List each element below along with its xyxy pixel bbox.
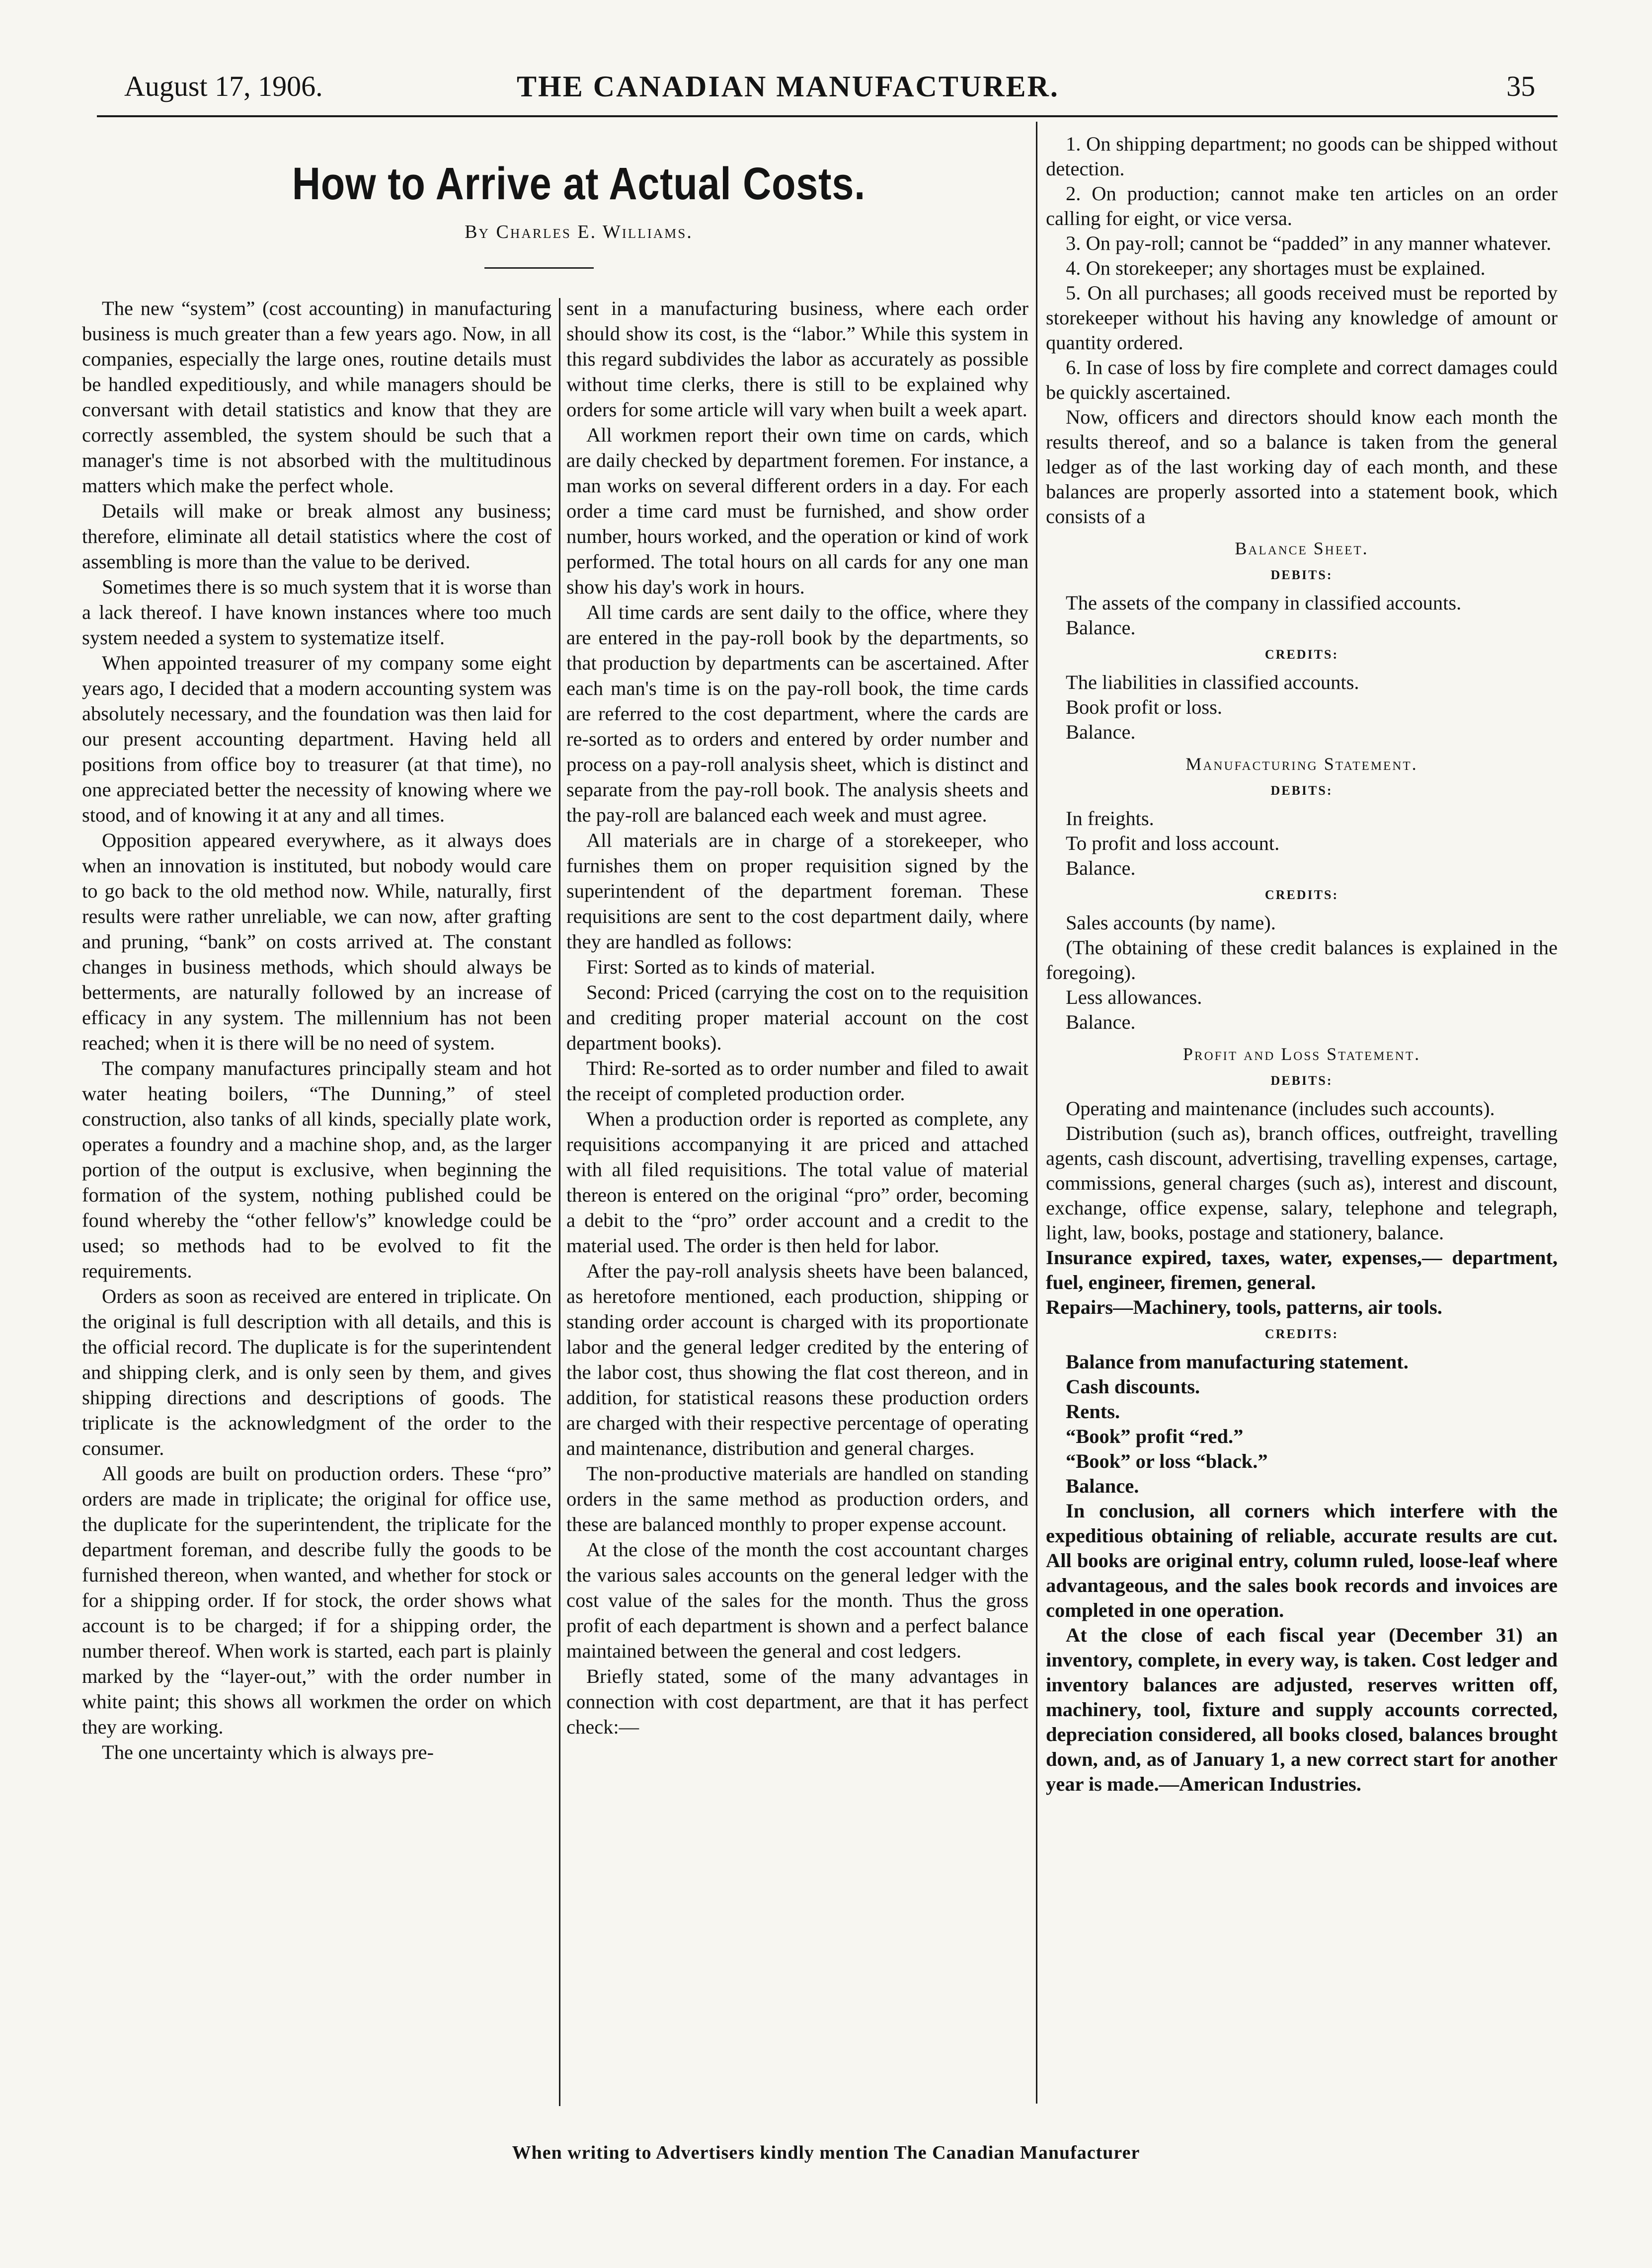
paragraph: At the close of the month the cost accountant charges the various sales accounts on the general ledger with the cost value of the sales for the month. Thus the gross profit of each department is shown and a perfect balance maintained between the general and cost ledgers. <box>566 1538 1028 1662</box>
column-divider-1 <box>559 298 560 2106</box>
paragraph: At the close of each fiscal year (December 31) an inventory, complete, in every way, is taken. Cost ledger and inventory balances are adjusted, reserves written off, machinery, tool, fixture and supply accounts corrected, depreciation considered, all books closed, balances brought down, and, as of January 1, a new correct start for another year is made.—American Industries. <box>1046 1624 1558 1795</box>
header-rule <box>97 115 1558 117</box>
column-divider-2 <box>1036 122 1037 2104</box>
paragraph: The one uncertainty which is always pre- <box>102 1741 434 1763</box>
check-item: 6. In case of loss by fire complete and correct damages could be quickly ascertained. <box>1046 356 1558 403</box>
balance-sheet-heading: Balance Sheet. <box>1235 538 1369 558</box>
paragraph: All time cards are sent daily to the office, where they are entered in the pay-roll book by the departments, so that production by departments can be ascertained. After each man's time is on the pay-roll book, the time cards are referred to the cost department, where the cards are re-sorted as to orders and entered by order number and process on a pay-roll analysis sheet, which is distinct and separate from the pay-roll book. The analysis sheets and the pay-roll are balanced each week and must agree. <box>566 601 1028 826</box>
article-column-1 <box>82 296 551 1765</box>
statement-line: Rents. <box>1066 1400 1120 1423</box>
statement-line: Balance. <box>1066 721 1136 743</box>
debits-label: DEBITS: <box>1270 783 1333 798</box>
check-item: 2. On production; cannot make ten articles on an order calling for eight, or vice versa. <box>1046 182 1558 229</box>
paragraph: All materials are in charge of a storekeeper, who furnishes them on proper requisition signed by the superintendent of the department foreman. These requisitions are sent to the cost department daily, where they are handled as follows: <box>566 829 1028 953</box>
statement-line: “Book” profit “red.” <box>1066 1425 1244 1447</box>
page-number: 35 <box>1506 70 1535 102</box>
bold-block <box>1046 1245 1558 1320</box>
statement-line: Balance. <box>1066 1011 1136 1033</box>
article-column-2 <box>566 296 1028 1739</box>
statement-line: Sales accounts (by name). <box>1066 911 1276 934</box>
statement-line: The assets of the company in classified accounts. <box>1066 592 1462 614</box>
statement-line: Repairs—Machinery, tools, patterns, air tools. <box>1046 1296 1442 1318</box>
article-byline: By Charles E. Williams. <box>465 222 693 242</box>
statement-line: In freights. <box>1066 807 1154 830</box>
statement-line: Distribution (such as), branch offices, outfreight, travelling agents, cash discount, advertising, travelling expenses, cartage, commissions, general charges (such as), interest and discount, exchange, office expense, salary, telephone and telegraph, light, law, books, postage and stationery, balance. <box>1046 1122 1558 1244</box>
paragraph: Opposition appeared everywhere, as it always does when an innovation is instituted, but nobody would care to go back to the old method now. While, naturally, first results were rather unreliable, we can now, after grafting and pruning, “bank” on costs arrived at. The constant changes in business methods, which should always be betterments, are naturally followed by an increase of efficacy in any system. The millennium has not been reached; when it is there will be no need of system. <box>82 829 551 1054</box>
check-item: 4. On storekeeper; any shortages must be explained. <box>1066 257 1486 279</box>
statement-line: Balance. <box>1066 616 1136 639</box>
statement-line: Balance. <box>1066 857 1136 879</box>
byline-rule <box>484 267 594 269</box>
check-item: 3. On pay-roll; cannot be “padded” in any manner whatever. <box>1066 232 1552 254</box>
statement-line: Insurance expired, taxes, water, expenses,— department, fuel, engineer, firemen, general. <box>1046 1246 1558 1293</box>
paragraph: sent in a manufacturing business, where each order should show its cost, is the “labor.” While this system in this regard subdivides the labor as accurately as possible without time clerks, there is still to be explained why orders for some article will vary when built a week apart. <box>566 297 1028 421</box>
debits-label: DEBITS: <box>1270 1073 1333 1088</box>
statement-line: “Book” or loss “black.” <box>1066 1450 1268 1472</box>
paragraph: The non-productive materials are handled on standing orders in the same method as production orders, and these are balanced monthly to proper expense account. <box>566 1462 1028 1535</box>
statement-line: Operating and maintenance (includes such accounts). <box>1066 1097 1495 1120</box>
manufacturing-statement-heading: Manufacturing Statement. <box>1185 754 1418 774</box>
check-item: 5. On all purchases; all goods received must be reported by storekeeper without his having any knowledge of amount or quantity ordered. <box>1046 282 1558 354</box>
statement-line: Less allowances. <box>1066 986 1202 1008</box>
paragraph: Sometimes there is so much system that it is worse than a lack thereof. I have known instances where too much system needed a system to systematize itself. <box>82 576 551 649</box>
statement-line: Cash discounts. <box>1066 1375 1200 1398</box>
paragraph: Briefly stated, some of the many advantages in connection with cost department, are that it has perfect check:— <box>566 1665 1028 1738</box>
article-title: How to Arrive at Actual Costs. <box>292 158 866 209</box>
debits-label: DEBITS: <box>1270 568 1333 582</box>
page-footer: When writing to Advertisers kindly mention The Canadian Manufacturer <box>512 2142 1140 2163</box>
bold-block <box>1046 1350 1558 1797</box>
statement-line: (The obtaining of these credit balances is explained in the foregoing). <box>1046 936 1558 983</box>
paragraph: All goods are built on production orders. These “pro” orders are made in triplicate; the original for office use, the duplicate for the superintendent, the triplicate for the department foreman, and describe fully the goods to be furnished thereon, when wanted, and whether for stock or for a shipping order. If for stock, the order shows what account is to be charged; if for a shipping order, the number thereof. When work is started, each part is plainly marked by the “layer-out,” with the order number in white paint; this shows all workmen the order on which they are working. <box>82 1462 551 1738</box>
statement-line: The liabilities in classified accounts. <box>1066 671 1359 693</box>
paragraph: In conclusion, all corners which interfere with the expeditious obtaining of reliable, accurate results are cut. All books are original entry, column ruled, loose-leaf where advantageous, and the sales book records and invoices are completed in one operation. <box>1046 1500 1558 1621</box>
page-header <box>124 70 1535 114</box>
paragraph: All workmen report their own time on cards, which are daily checked by department foremen. For instance, a man works on several different orders in a day. For each order a time card must be furnished, and show order number, hours worked, and the operation or kind of work performed. The total hours on all cards for any one man show his day's work in hours. <box>566 424 1028 598</box>
profit-loss-heading: Profit and Loss Statement. <box>1182 1044 1421 1064</box>
credits-label: CREDITS: <box>1264 1327 1339 1341</box>
statement-line: Balance from manufacturing statement. <box>1066 1351 1409 1373</box>
paragraph: Third: Re-sorted as to order number and filed to await the receipt of completed production order. <box>566 1057 1028 1105</box>
check-item: 1. On shipping department; no goods can be shipped without detection. <box>1046 133 1558 180</box>
paragraph: When appointed treasurer of my company some eight years ago, I decided that a modern accounting system was absolutely necessary, and the foundation was then laid for our present accounting department. Having held all positions from office boy to treasurer (at that time), no one appreciated better the necessity of knowing where we stood, and of knowing it at any and all times. <box>82 652 551 826</box>
paragraph: When a production order is reported as complete, any requisitions accompanying it are priced and attached with all filed requisitions. The total value of material thereon is entered on the original “pro” order, becoming a debit to the “pro” order account and a credit to the material used. The order is then held for labor. <box>566 1108 1028 1257</box>
statement-line: Balance. <box>1066 1475 1139 1497</box>
paragraph: Details will make or break almost any business; therefore, eliminate all detail statistics where the cost of assembling is more than the value to be derived. <box>82 500 551 573</box>
statement-line: To profit and loss account. <box>1066 832 1280 854</box>
paragraph: Now, officers and directors should know each month the results thereof, and so a balance is taken from the general ledger as of the last working day of each month, and these balances are properly assorted into a statement book, which consists of a <box>1046 406 1558 528</box>
statement-line: Book profit or loss. <box>1066 696 1223 718</box>
paragraph: The company manufactures principally steam and hot water heating boilers, “The Dunning,” of steel construction, also tanks of all kinds, specially plate work, operates a foundry and a machine shop, and, as the larger portion of the output is exclusive, when beginning the formation of the system, nothing published could be found whereby the “other fellow's” knowledge could be used; so methods had to be evolved to fit the requirements. <box>82 1057 551 1282</box>
paragraph: Orders as soon as received are entered in triplicate. On the original is full description with all details, and this is the official record. The duplicate is for the superintendent and shipping clerk, and is only seen by them, and gives shipping directions and descriptions of goods. The triplicate is the acknowledgment of the order to the consumer. <box>82 1285 551 1459</box>
paragraph: After the pay-roll analysis sheets have been balanced, as heretofore mentioned, each production, shipping or standing order account is charged with its proportionate labor and the general ledger credited by the entering of the labor cost, thus showing the flat cost thereon, and in addition, for statistical reasons these production orders are charged with their respective percentage of operating and maintenance, distribution and general charges. <box>566 1260 1028 1459</box>
credits-label: CREDITS: <box>1264 888 1339 902</box>
publication-title: THE CANADIAN MANUFACTURER. <box>517 70 1059 103</box>
paragraph: First: Sorted as to kinds of material. <box>586 956 875 978</box>
article-column-3 <box>1046 132 1558 1797</box>
credits-label: CREDITS: <box>1264 647 1339 662</box>
paragraph: The new “system” (cost accounting) in manufacturing business is much greater than a few years ago. Now, in all companies, especially the large ones, routine details must be handled expeditiously, and while managers should be conversant with detail statistics and know that they are correctly assembled, the system should be such that a manager's time is not absorbed with the multitudinous matters which make the perfect whole. <box>82 297 551 497</box>
issue-date: August 17, 1906. <box>124 70 323 102</box>
paragraph: Second: Priced (carrying the cost on to the requisition and crediting proper material account on the cost department books). <box>566 981 1028 1054</box>
